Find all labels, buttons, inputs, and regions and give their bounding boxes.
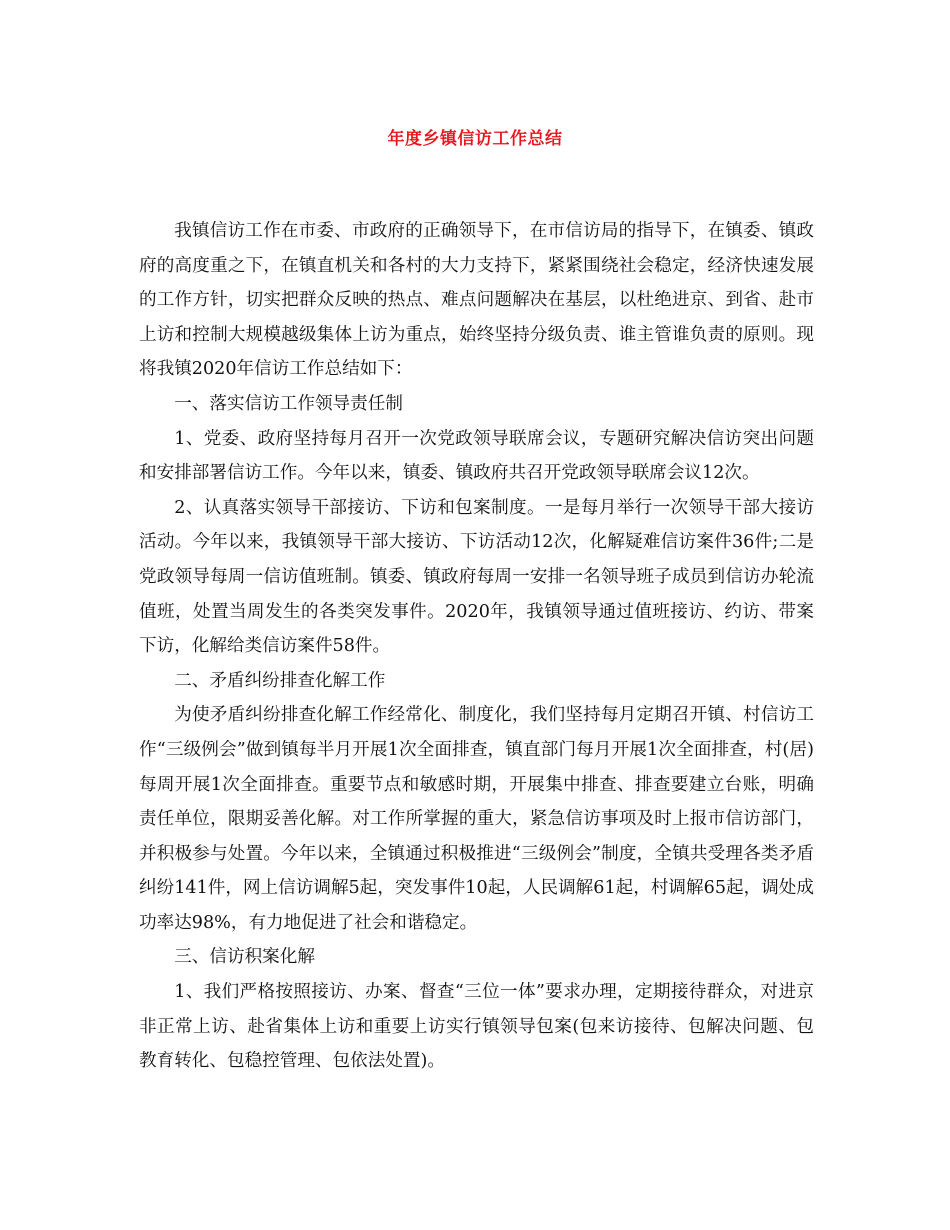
section-2-paragraph: 为使矛盾纠纷排查化解工作经常化、制度化，我们坚持每月定期召开镇、村信访工作“三级例会”做到镇每半月开展1次全面排查，镇直部门每月开展1次全面排查，村(居)每周开展1次全面排查。重要节点和敏感时期，开展集中排查、排查要建立台账，明确责任单位，限期妥善化解。对工作所掌握的重大，紧急信访事项及时上报市信访部门，并积极参与处置。今年以来，全镇通过积极推进“三级例会”制度，全镇共受理各类矛盾纠纷141件，网上信访调解5起，突发事件10起，人民调解61起，村调解65起，调处成功率达98%，有力地促进了社会和谐稳定。: [139, 705, 814, 933]
section-heading-2: 二、矛盾纠纷排查化解工作: [174, 670, 386, 691]
intro-paragraph: 我镇信访工作在市委、市政府的正确领导下，在市信访局的指导下，在镇委、镇政府的高度重之下，在镇直机关和各村的大力支持下，紧紧围绕社会稳定，经济快速发展的工作方针，切实把群众反映的热点、难点问题解决在基层，以杜绝进京、到省、赴市上访和控制大规模越级集体上访为重点，始终坚持分级负责、谁主管谁负责的原则。现将我镇2020年信访工作总结如下：: [139, 221, 814, 380]
document-body: [139, 214, 814, 1079]
section-3-item-1: 1、我们严格按照接访、办案、督查“三位一体”要求办理，定期接待群众，对进京非正常上访、赴省集体上访和重要上访实行镇领导包案(包来访接待、包解决问题、包教育转化、包稳控管理、包依法处置)。: [139, 982, 814, 1072]
section-heading-3: 三、信访积案化解: [174, 947, 315, 968]
section-1-item-1: 1、党委、政府坚持每月召开一次党政领导联席会议，专题研究解决信访突出问题和安排部署信访工作。今年以来，镇委、镇政府共召开党政领导联席会议12次。: [139, 428, 814, 484]
section-heading-1: 一、落实信访工作领导责任制: [174, 393, 403, 414]
document-title: 年度乡镇信访工作总结: [387, 129, 563, 149]
section-1-item-2: 2、认真落实领导干部接访、下访和包案制度。一是每月举行一次领导干部大接访活动。今年以来，我镇领导干部大接访、下访活动12次，化解疑难信访案件36件;二是党政领导每周一信访值班制。镇委、镇政府每周一安排一名领导班子成员到信访办轮流值班，处置当周发生的各类突发事件。2020年，我镇领导通过值班接访、约访、带案下访，化解给类信访案件58件。: [139, 497, 814, 657]
